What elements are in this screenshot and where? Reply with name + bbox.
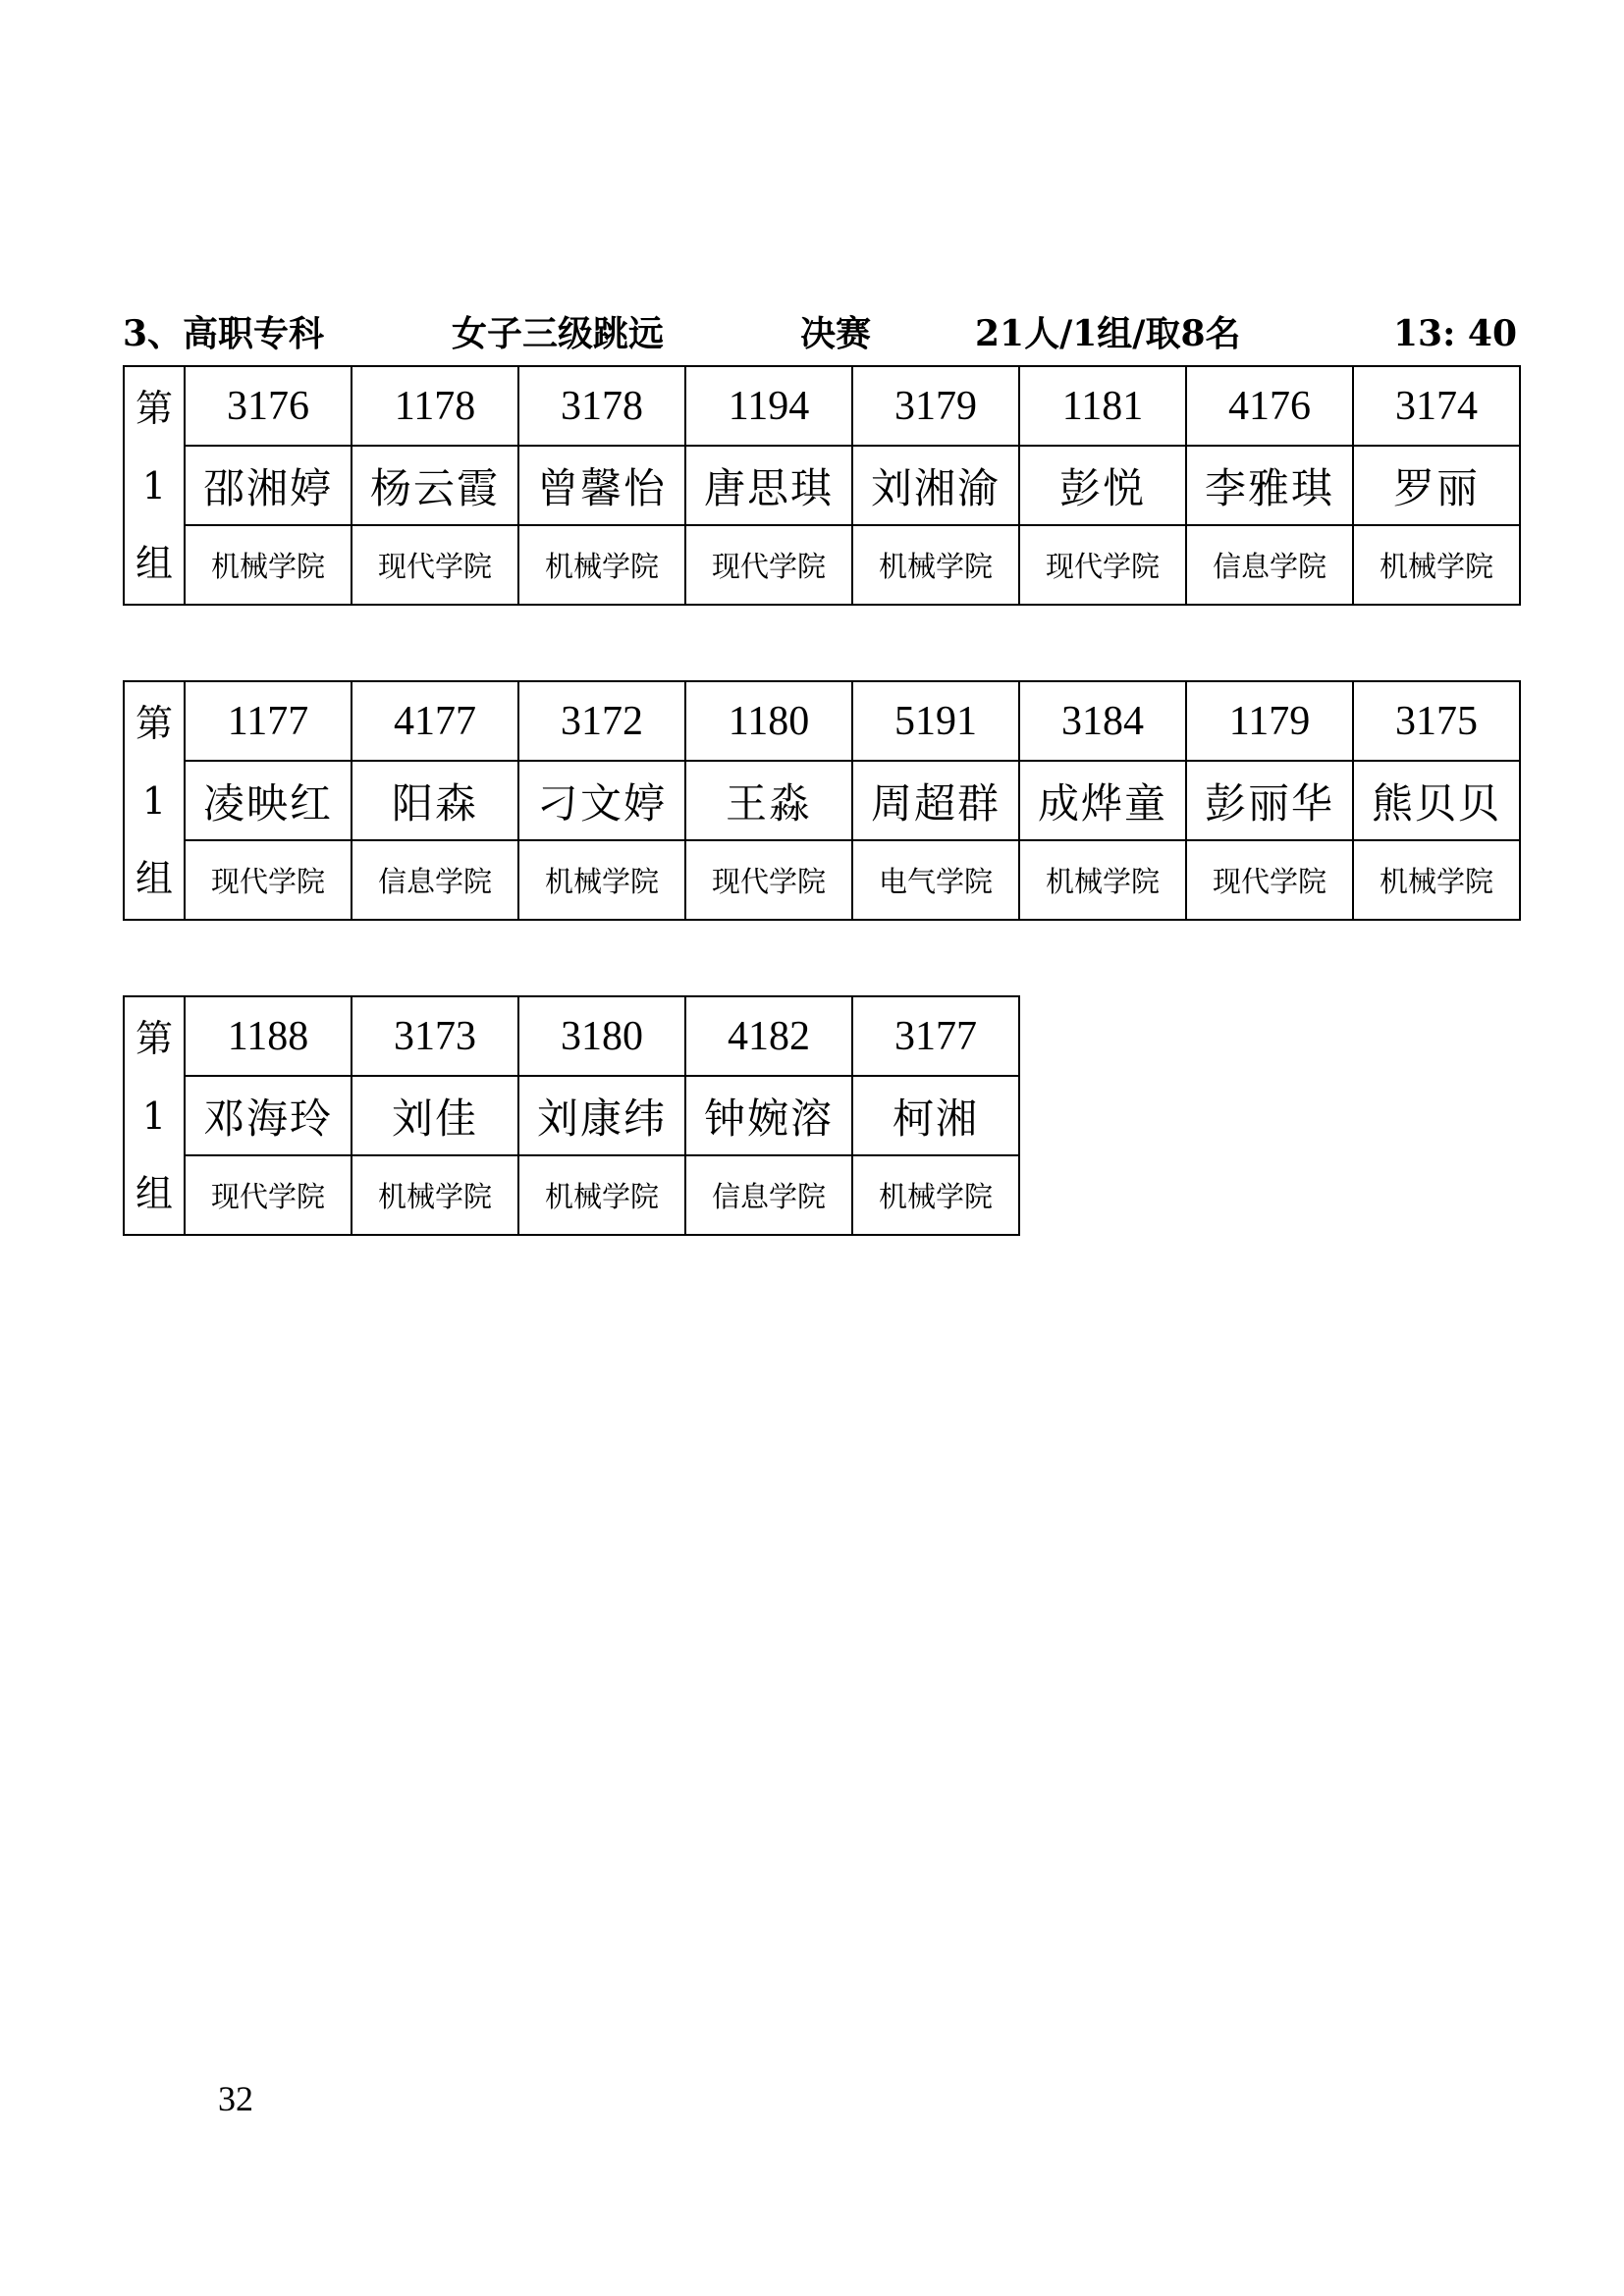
athlete-bib: 3175 — [1353, 681, 1520, 761]
athlete-name: 熊贝贝 — [1353, 761, 1520, 840]
athlete-college: 机械学院 — [852, 1155, 1019, 1235]
athlete-college: 机械学院 — [852, 525, 1019, 605]
entry-table-3 — [123, 995, 1020, 1236]
athlete-college: 机械学院 — [1019, 840, 1186, 920]
college-row — [124, 840, 1520, 920]
event-round: 决赛 — [800, 313, 872, 354]
name-row — [124, 446, 1520, 525]
athlete-name: 邵湘婷 — [185, 446, 352, 525]
bib-row — [124, 366, 1520, 446]
bib-row — [124, 681, 1520, 761]
athlete-name: 杨云霞 — [352, 446, 518, 525]
athlete-college: 机械学院 — [1353, 840, 1520, 920]
athlete-college: 信息学院 — [352, 840, 518, 920]
athlete-college: 现代学院 — [1019, 525, 1186, 605]
group-label: 第 1 组 — [124, 366, 185, 605]
athlete-college: 现代学院 — [685, 525, 852, 605]
event-entry-count: 21人/1组/取8名 — [975, 313, 1241, 354]
athlete-bib: 5191 — [852, 681, 1019, 761]
athlete-name: 唐思琪 — [685, 446, 852, 525]
athlete-bib: 1179 — [1186, 681, 1353, 761]
athlete-bib: 3179 — [852, 366, 1019, 446]
athlete-bib: 1177 — [185, 681, 352, 761]
athlete-bib: 3173 — [352, 996, 518, 1076]
college-row — [124, 1155, 1019, 1235]
athlete-bib: 1194 — [685, 366, 852, 446]
group-label: 第 1 组 — [124, 996, 185, 1235]
athlete-name: 刘康纬 — [518, 1076, 685, 1155]
athlete-college: 机械学院 — [1353, 525, 1520, 605]
athlete-name: 邓海玲 — [185, 1076, 352, 1155]
athlete-college: 信息学院 — [1186, 525, 1353, 605]
event-name: 女子三级跳远 — [452, 313, 665, 354]
athlete-name: 王淼 — [685, 761, 852, 840]
event-start-time: 13: 40 — [1392, 313, 1517, 354]
athlete-bib: 3174 — [1353, 366, 1520, 446]
athlete-name: 曾馨怡 — [518, 446, 685, 525]
athlete-bib: 3177 — [852, 996, 1019, 1076]
athlete-college: 机械学院 — [518, 525, 685, 605]
athlete-college: 机械学院 — [185, 525, 352, 605]
athlete-name: 刘佳 — [352, 1076, 518, 1155]
group-label: 第 1 组 — [124, 681, 185, 920]
event-category: 3、高职专科 — [123, 313, 325, 354]
athlete-bib: 1180 — [685, 681, 852, 761]
athlete-name: 阳森 — [352, 761, 518, 840]
athlete-college: 信息学院 — [685, 1155, 852, 1235]
athlete-college: 现代学院 — [352, 525, 518, 605]
event-heading — [123, 306, 1517, 361]
name-row — [124, 761, 1520, 840]
athlete-bib: 3180 — [518, 996, 685, 1076]
name-row — [124, 1076, 1019, 1155]
page-number: 32 — [218, 2079, 253, 2118]
athlete-bib: 4177 — [352, 681, 518, 761]
athlete-bib: 1181 — [1019, 366, 1186, 446]
athlete-name: 周超群 — [852, 761, 1019, 840]
athlete-name: 柯湘 — [852, 1076, 1019, 1155]
entry-table-1 — [123, 365, 1521, 606]
athlete-college: 现代学院 — [1186, 840, 1353, 920]
athlete-college: 机械学院 — [518, 840, 685, 920]
athlete-name: 刁文婷 — [518, 761, 685, 840]
athlete-name: 李雅琪 — [1186, 446, 1353, 525]
athlete-name: 罗丽 — [1353, 446, 1520, 525]
athlete-bib: 3184 — [1019, 681, 1186, 761]
athlete-college: 电气学院 — [852, 840, 1019, 920]
athlete-college: 现代学院 — [185, 840, 352, 920]
athlete-bib: 1188 — [185, 996, 352, 1076]
athlete-bib: 4176 — [1186, 366, 1353, 446]
entry-table-2 — [123, 680, 1521, 921]
athlete-bib: 3176 — [185, 366, 352, 446]
athlete-college: 机械学院 — [518, 1155, 685, 1235]
athlete-name: 彭悦 — [1019, 446, 1186, 525]
athlete-name: 钟婉溶 — [685, 1076, 852, 1155]
athlete-name: 凌映红 — [185, 761, 352, 840]
athlete-name: 刘湘渝 — [852, 446, 1019, 525]
bib-row — [124, 996, 1019, 1076]
athlete-bib: 3172 — [518, 681, 685, 761]
athlete-bib: 1178 — [352, 366, 518, 446]
athlete-name: 成烨童 — [1019, 761, 1186, 840]
athlete-college: 现代学院 — [685, 840, 852, 920]
athlete-college: 现代学院 — [185, 1155, 352, 1235]
college-row — [124, 525, 1520, 605]
athlete-name: 彭丽华 — [1186, 761, 1353, 840]
athlete-bib: 4182 — [685, 996, 852, 1076]
athlete-bib: 3178 — [518, 366, 685, 446]
athlete-college: 机械学院 — [352, 1155, 518, 1235]
